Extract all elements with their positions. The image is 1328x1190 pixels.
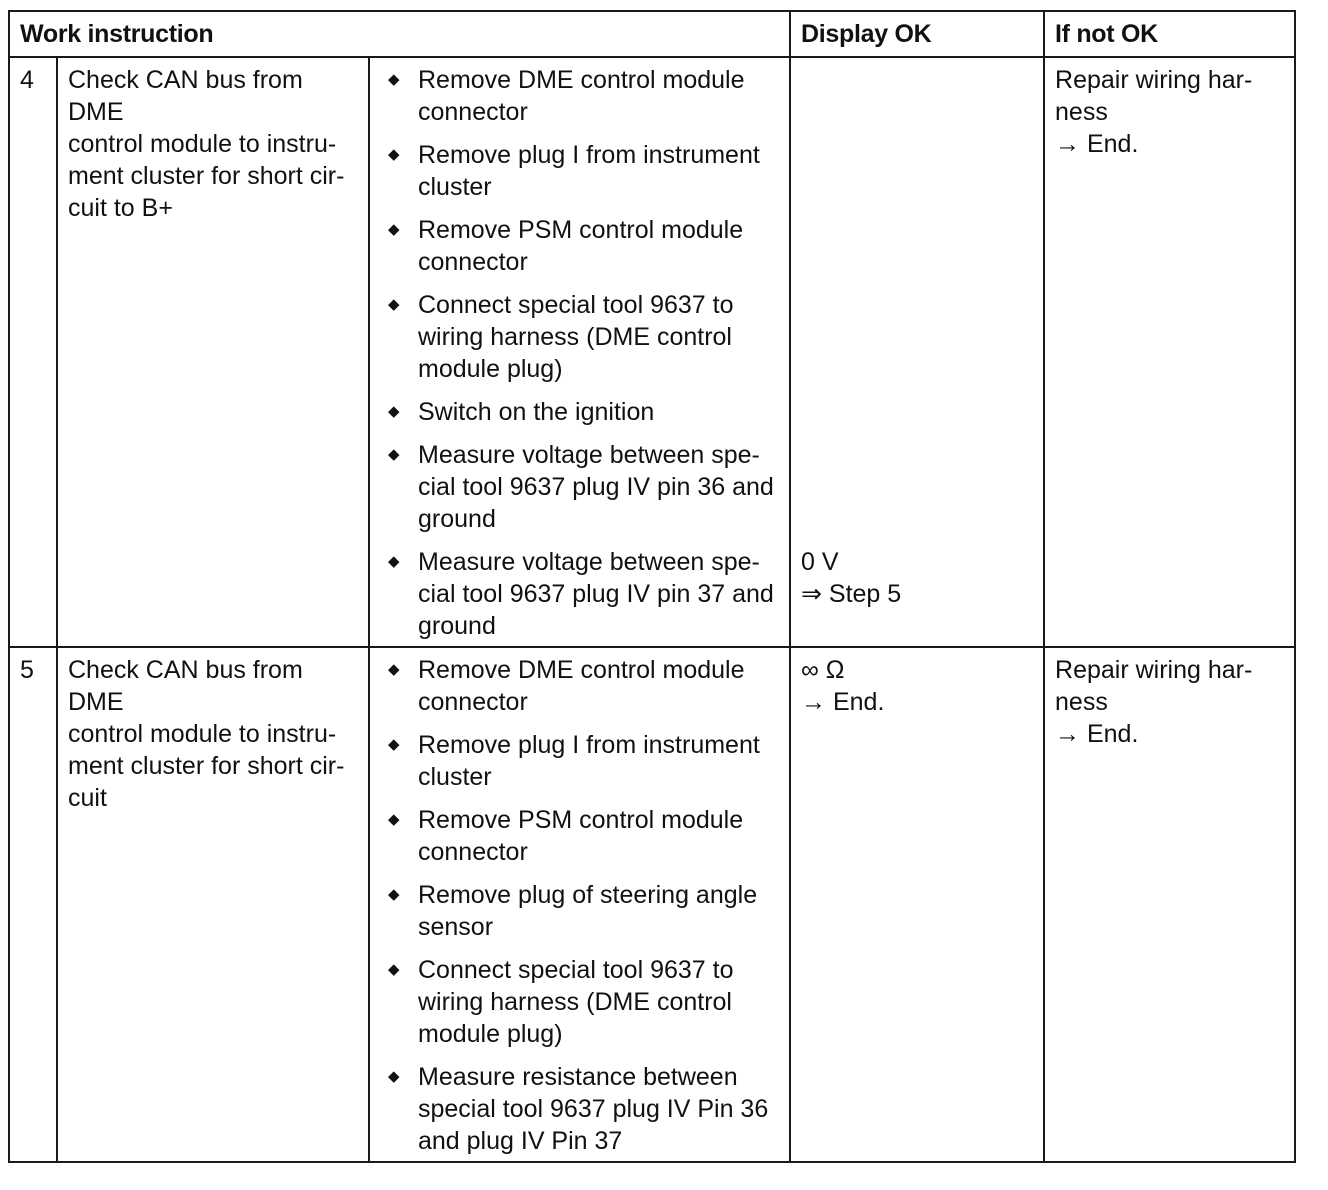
- if-not-ok-cell: [1044, 57, 1295, 647]
- list-item: [380, 439, 779, 535]
- display-ok-next: ⇒ Step 5: [801, 580, 902, 608]
- list-item: [380, 879, 779, 943]
- text-line: Repair wiring har-: [1055, 66, 1253, 94]
- diamond-bullet-icon: ◆: [388, 1068, 400, 1085]
- diamond-bullet-icon: ◆: [388, 146, 400, 163]
- text-line: connector: [418, 688, 528, 716]
- step-number: 4: [9, 57, 57, 647]
- step-number: 5: [9, 647, 57, 1162]
- diamond-bullet-icon: ◆: [388, 403, 400, 420]
- diamond-bullet-icon: ◆: [388, 553, 400, 570]
- header-work-instruction: Work instruction: [9, 11, 790, 57]
- diamond-bullet-icon: ◆: [388, 296, 400, 313]
- text-line: → End.: [1055, 130, 1139, 158]
- text-line: cial tool 9637 plug IV pin 36 and: [418, 473, 774, 501]
- list-item: [380, 289, 779, 385]
- text-line: Check CAN bus from DME: [68, 656, 303, 716]
- text-line: wiring harness (DME control: [418, 323, 732, 351]
- list-item: [380, 804, 779, 868]
- text-line: special tool 9637 plug IV Pin 36: [418, 1095, 769, 1123]
- text-line: Repair wiring har-: [1055, 656, 1253, 684]
- list-item: [380, 64, 779, 128]
- list-item: [380, 954, 779, 1050]
- check-description: [57, 647, 369, 1162]
- text-line: ness: [1055, 688, 1108, 716]
- display-ok-cell: [790, 647, 1044, 1162]
- text-line: Connect special tool 9637 to: [418, 956, 734, 984]
- text-line: ground: [418, 612, 496, 640]
- text-line: Remove plug of steering angle: [418, 881, 758, 909]
- diamond-bullet-icon: ◆: [388, 961, 400, 978]
- table-header-row: [9, 11, 1295, 57]
- display-ok-cell: [790, 57, 1044, 647]
- display-ok-value: 0 V: [801, 548, 839, 576]
- text-line: Measure voltage between spe-: [418, 548, 760, 576]
- action-list: [380, 654, 779, 1157]
- text-line: Remove PSM control module: [418, 216, 744, 244]
- display-ok-value: ∞ Ω: [801, 656, 845, 684]
- action-list: [380, 64, 779, 642]
- text-line: module plug): [418, 355, 563, 383]
- text-line: module plug): [418, 1020, 563, 1048]
- text-line: Remove DME control module: [418, 66, 745, 94]
- diamond-bullet-icon: ◆: [388, 221, 400, 238]
- text-line: connector: [418, 838, 528, 866]
- list-item: [380, 729, 779, 793]
- check-description: [57, 57, 369, 647]
- work-instruction-table: [8, 10, 1296, 1163]
- text-line: cial tool 9637 plug IV pin 37 and: [418, 580, 774, 608]
- diamond-bullet-icon: ◆: [388, 811, 400, 828]
- list-item: [380, 654, 779, 718]
- text-line: Check CAN bus from DME: [68, 66, 303, 126]
- list-item: [380, 214, 779, 278]
- text-line: ment cluster for short cir-: [68, 752, 345, 780]
- table-row: [9, 647, 1295, 1162]
- list-item: [380, 139, 779, 203]
- action-list-cell: [369, 647, 790, 1162]
- diamond-bullet-icon: ◆: [388, 886, 400, 903]
- header-if-not-ok: If not OK: [1044, 11, 1295, 57]
- text-line: and plug IV Pin 37: [418, 1127, 623, 1155]
- text-line: cluster: [418, 763, 492, 791]
- text-line: Measure voltage between spe-: [418, 441, 760, 469]
- text-line: connector: [418, 248, 528, 276]
- diamond-bullet-icon: ◆: [388, 71, 400, 88]
- text-line: Switch on the ignition: [418, 398, 655, 426]
- diamond-bullet-icon: ◆: [388, 736, 400, 753]
- action-list-cell: [369, 57, 790, 647]
- text-line: Remove DME control module: [418, 656, 745, 684]
- text-line: cuit: [68, 784, 107, 812]
- if-not-ok-cell: [1044, 647, 1295, 1162]
- text-line: control module to instru-: [68, 130, 337, 158]
- text-line: → End.: [1055, 720, 1139, 748]
- text-line: cluster: [418, 173, 492, 201]
- display-ok-next: → End.: [801, 688, 885, 716]
- text-line: cuit to B+: [68, 194, 173, 222]
- list-item: [380, 1061, 779, 1157]
- text-line: Connect special tool 9637 to: [418, 291, 734, 319]
- text-line: sensor: [418, 913, 494, 941]
- table-row: [9, 57, 1295, 647]
- list-item: [380, 396, 779, 428]
- header-display-ok: Display OK: [790, 11, 1044, 57]
- text-line: Remove plug I from instrument: [418, 141, 760, 169]
- text-line: connector: [418, 98, 528, 126]
- text-line: Remove PSM control module: [418, 806, 744, 834]
- diamond-bullet-icon: ◆: [388, 446, 400, 463]
- diamond-bullet-icon: ◆: [388, 661, 400, 678]
- text-line: Remove plug I from instrument: [418, 731, 760, 759]
- text-line: ground: [418, 505, 496, 533]
- text-line: Measure resistance between: [418, 1063, 738, 1091]
- text-line: ness: [1055, 98, 1108, 126]
- list-item: [380, 546, 779, 642]
- text-line: ment cluster for short cir-: [68, 162, 345, 190]
- text-line: control module to instru-: [68, 720, 337, 748]
- text-line: wiring harness (DME control: [418, 988, 732, 1016]
